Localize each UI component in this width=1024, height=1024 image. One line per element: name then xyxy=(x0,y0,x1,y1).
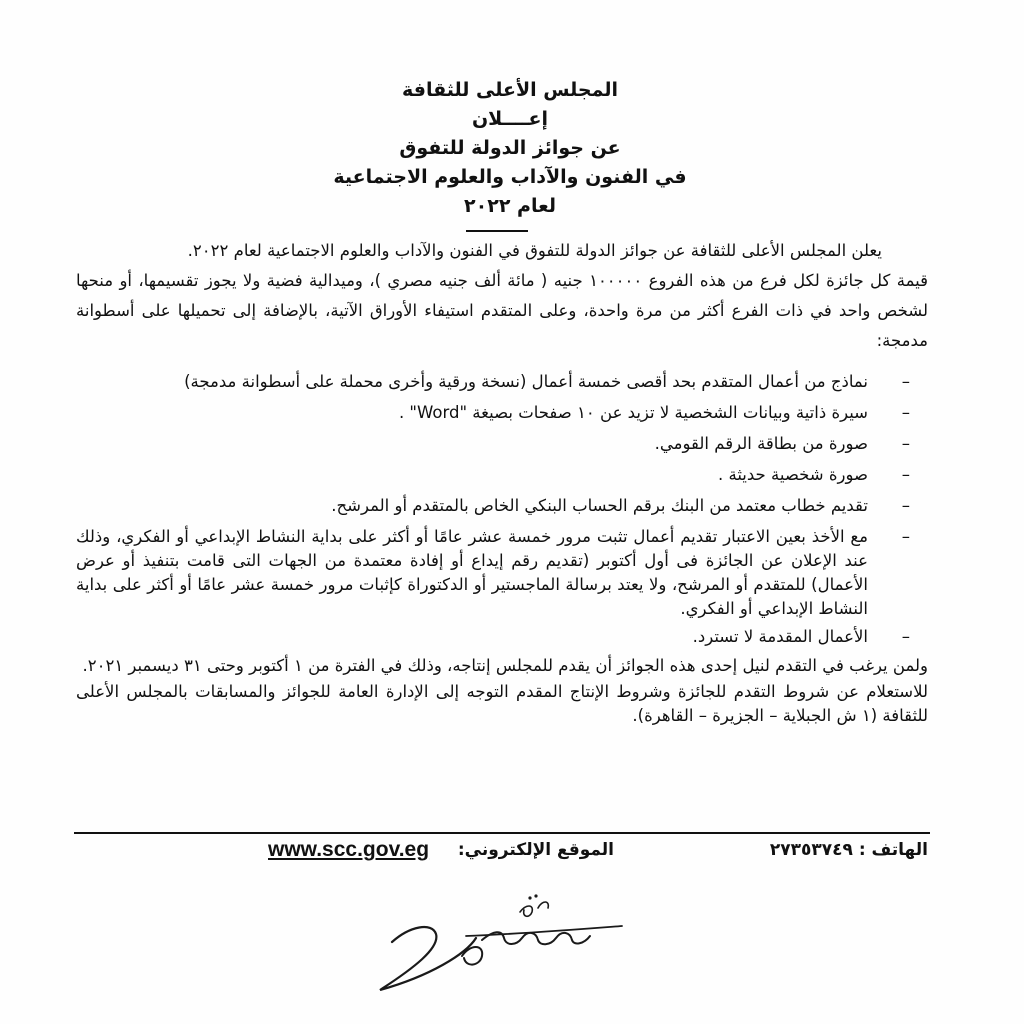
list-dash: – xyxy=(901,496,910,515)
list-dash: – xyxy=(901,372,910,391)
header-divider xyxy=(466,230,528,232)
phone-number: ٢٧٣٥٣٧٤٩ xyxy=(769,840,853,860)
list-dash: – xyxy=(901,434,910,453)
intro-paragraph: يعلن المجلس الأعلى للثقافة عن جوائز الدولة للتفوق في الفنون والآداب والعلوم الاجتماعية لعام ٢٠٢٢. xyxy=(187,241,882,260)
website-link[interactable]: www.scc.gov.eg xyxy=(268,838,430,861)
requirement-item: – صورة من بطاقة الرقم القومي. xyxy=(76,428,868,459)
announcement-year: لعام ٢٠٢٢ xyxy=(464,195,556,217)
requirement-item: – مع الأخذ بعين الاعتبار تقديم أعمال تثبت مرور خمسة عشر عامًا أو أكثر على بداية النشاط الإبداعي أو الفكري، وذلك عند الإعلان عن الجائزة فى أول أكتوبر (تقديم رقم إيداع أو إفادة معتمدة من الجهات التى قامت بتنفيذ أو عرض الأعمال) للمتقدم أو المرشح، ولا يعتد برسالة الماجستير أو الدكتوراة كإثبات مرور خمسة عشر عامًا أو أكثر على بداية النشاط الإبداعي أو الفكري. xyxy=(76,527,910,618)
announcement-word: إعــــلان xyxy=(471,108,549,130)
document-header xyxy=(250,76,770,221)
prize-paragraph: قيمة كل جائزة لكل فرع من هذه الفروع ١٠٠٠٠٠ جنيه ( مائة ألف جنيه مصري )، وميدالية فضية ولا يجوز تقسيمها، أو منحها لشخص واحد في ذات الفرع أكثر من مرة واحدة، وعلى المتقدم استيفاء الأوراق الآتية، بالإضافة إلى تحميلها على أسطوانة مدمجة: xyxy=(76,271,928,350)
requirements-list xyxy=(76,366,928,652)
inquiry-paragraph: للاستعلام عن شروط التقدم للجائزة وشروط الإنتاج المقدم التوجه إلى الإدارة العامة للجوائز والمسابقات بالمجلس الأعلى للثقافة (١ ش الجبلاية – الجزيرة – القاهرة). xyxy=(76,682,928,725)
requirement-item: – نماذج من أعمال المتقدم بحد أقصى خمسة أعمال (نسخة ورقية وأخرى محملة على أسطوانة مدمجة) xyxy=(76,366,868,397)
website-label: الموقع الإلكتروني: xyxy=(457,840,614,860)
list-dash: – xyxy=(901,465,910,484)
footer-divider xyxy=(74,832,930,834)
announcement-fields: في الفنون والآداب والعلوم الاجتماعية xyxy=(333,166,687,188)
list-dash: – xyxy=(901,527,910,546)
phone-label: الهاتف : xyxy=(858,840,928,860)
submission-paragraph: ولمن يرغب في التقدم لنيل إحدى هذه الجوائز أن يقدم للمجلس إنتاجه، وذلك في الفترة من ١ أكتوبر وحتى ٣١ ديسمبر ٢٠٢١. xyxy=(82,656,928,675)
document-body xyxy=(76,236,928,728)
signature-icon xyxy=(370,890,630,1000)
requirement-item: – سيرة ذاتية وبيانات الشخصية لا تزيد عن ١٠ صفحات بصيغة "Word" . xyxy=(76,397,868,428)
phone-contact xyxy=(770,840,928,860)
council-name: المجلس الأعلى للثقافة xyxy=(402,79,618,101)
requirement-item: – الأعمال المقدمة لا تسترد. xyxy=(76,621,868,652)
requirement-item: – تقديم خطاب معتمد من البنك برقم الحساب البنكي الخاص بالمتقدم أو المرشح. xyxy=(76,490,868,521)
announcement-subject: عن جوائز الدولة للتفوق xyxy=(399,137,621,159)
list-dash: – xyxy=(901,627,910,646)
requirement-item: – صورة شخصية حديثة . xyxy=(76,459,868,490)
list-dash: – xyxy=(901,403,910,422)
